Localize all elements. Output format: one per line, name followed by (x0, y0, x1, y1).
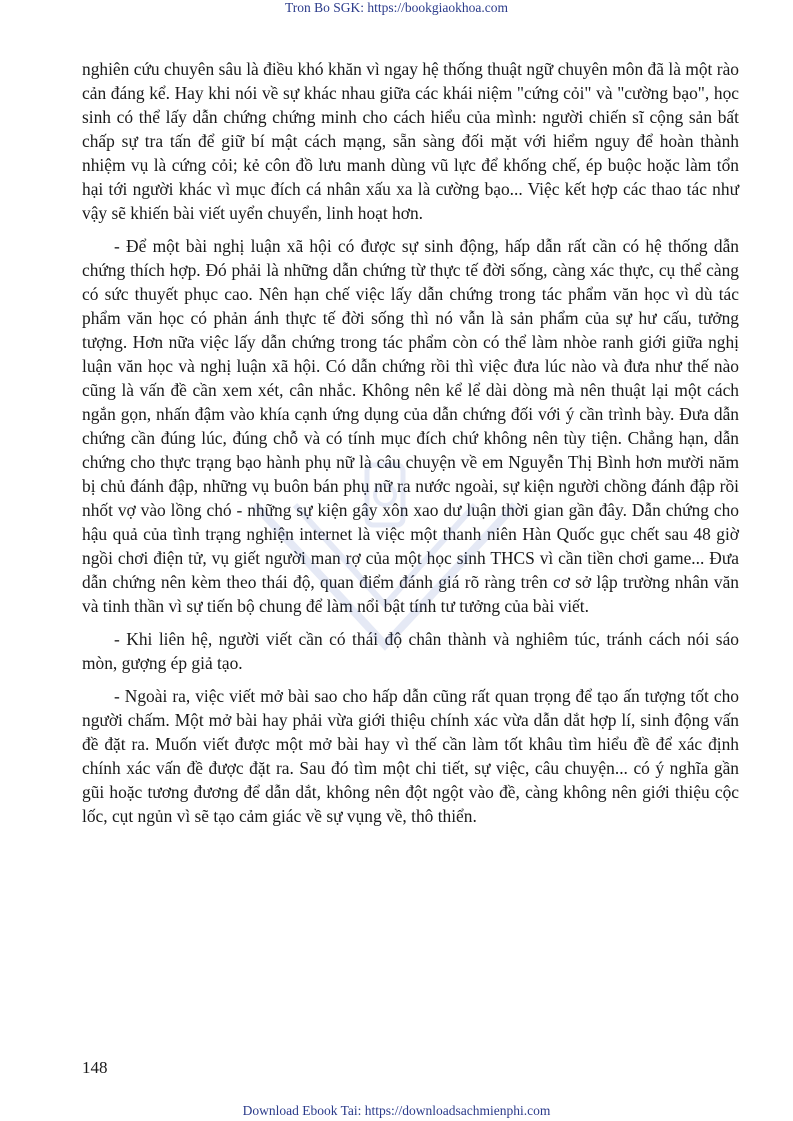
footer-download-link[interactable]: Download Ebook Tai: https://downloadsachmienphi.com (242, 1103, 551, 1118)
paragraph-1: nghiên cứu chuyên sâu là điều khó khăn vì ngay hệ thống thuật ngữ chuyên môn đã là một rào cản đáng kể. Hay khi nói về sự khác nhau giữa các khái niệm "cứng cỏi" và "cường bạo", học sinh có thể lấy dẫn chứng chứng minh cho cách hiểu của mình: người chiến sĩ cộng sản bất chấp sự tra tấn để giữ bí mật cách mạng, sẵn sàng đối mặt với hiểm nguy để hoàn thành nhiệm vụ là cứng cỏi; kẻ côn đồ lưu manh dùng vũ lực để khống chế, ép buộc hoặc làm tổn hại tới người khác vì mục đích cá nhân xấu xa là cường bạo... Việc kết hợp các thao tác như vậy sẽ khiến bài viết uyển chuyển, linh hoạt hơn. (82, 59, 739, 223)
page-number: 148 (82, 1058, 108, 1077)
paragraph-4: - Ngoài ra, việc viết mở bài sao cho hấp dẫn cũng rất quan trọng để tạo ấn tượng tốt cho người chấm. Một mở bài hay phải vừa giới thiệu chính xác vừa dẫn dắt hợp lí, sinh động vấn đề đặt ra. Muốn viết được một mở bài hay vì thế cần làm tốt khâu tìm hiểu đề để xác định chính xác vấn đề được đặt ra. Sau đó tìm một chi tiết, sự việc, câu chuyện... có ý nghĩa gần gũi hoặc tương đương để dẫn dắt, không nên đột ngột vào đề, càng không nên giới thiệu cộc lốc, cụt ngủn vì sẽ tạo cảm giác về sự vụng về, thô thiển. (82, 686, 739, 826)
header-download-link[interactable]: Tron Bo SGK: https://bookgiaokhoa.com (284, 0, 508, 15)
page-body (82, 57, 739, 837)
paragraph-2: - Để một bài nghị luận xã hội có được sự sinh động, hấp dẫn rất cần có hệ thống dẫn chứng thích hợp. Đó phải là những dẫn chứng từ thực tế đời sống, càng xác thực, cụ thể càng có sức thuyết phục cao. Nên hạn chế việc lấy dẫn chứng trong tác phẩm văn học vì dù tác phẩm văn học có phản ánh thực tế đời sống thì nó vẫn là sản phẩm của sự hư cấu, tưởng tượng. Hơn nữa việc lấy dẫn chứng trong tác phẩm còn có thể làm nhòe ranh giới giữa nghị luận văn học và nghị luận xã hội. Có dẫn chứng rồi thì việc đưa lúc nào và đưa như thế nào cũng là vấn đề cần xem xét, cân nhắc. Không nên kể lể dài dòng mà nên thuật lại một cách ngắn gọn, nhấn đậm vào khía cạnh ứng dụng của dẫn chứng đối với ý cần trình bày. Đưa dẫn chứng cần đúng lúc, đúng chỗ và có tính mục đích chứ không nên tùy tiện. Chẳng hạn, dẫn chứng cho thực trạng bạo hành phụ nữ là câu chuyện về em Nguyễn Thị Bình hơn mười năm bị chủ đánh đập, những vụ buôn bán phụ nữ ra nước ngoài, sự kiện người chồng đánh đập rồi nhốt vợ vào lồng chó - những sự kiện gây xôn xao dư luận thời gian gần đây. Dẫn chứng cho hậu quả của tình trạng nghiện internet là việc một thanh niên Hàn Quốc gục chết sau 48 giờ ngồi chơi điện tử, vụ giết người man rợ của một học sinh THCS vì cần tiền chơi game... Đưa dẫn chứng nên kèm theo thái độ, quan điểm đánh giá rõ ràng trên cơ sở lập trường nhân văn và tinh thần vì sự tiến bộ chung để làm nổi bật tính tư tưởng của bài viết. (82, 236, 739, 616)
paragraph-3: - Khi liên hệ, người viết cần có thái độ chân thành và nghiêm túc, tránh cách nói sáo mòn, gượng ép giả tạo. (82, 629, 739, 673)
